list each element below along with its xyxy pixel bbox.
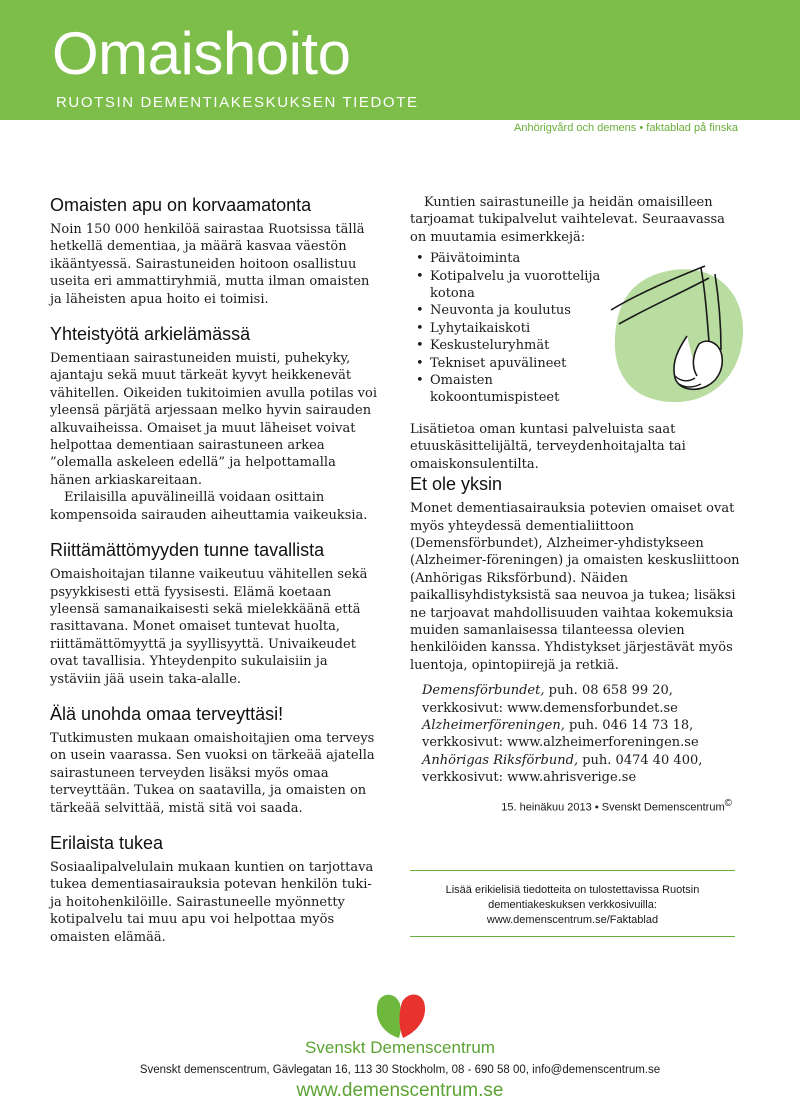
list-item: • Tekniset apuvälineet [410, 355, 605, 372]
section-text: Noin 150 000 henkilöä sairastaa Ruotsissa tällä hetkellä dementiaa, ja määrä kasvaa väestön ikääntyessä. Sairastuneiden hoitoon osallistuu useita eri ammattiryhmiä, mutta ilman omaisten ja läheisten apua hoito ei toimisi. [50, 222, 370, 307]
contact-web[interactable]: verkkosivut: www.ahrisverige.se [422, 770, 637, 786]
services-intro: Kuntien sairastuneille ja heidän omaisilleen tarjoamat tukipalvelut vaihtelevat. Seuraavassa on muutamia esimerkkejä: [410, 195, 725, 245]
contact-line [422, 717, 742, 734]
contact-phone: puh. 0474 40 400, [578, 752, 703, 768]
list-item: • Lyhytaikaiskoti [410, 320, 605, 337]
infobox-link[interactable]: www.demenscentrum.se/Faktablad [486, 914, 659, 926]
copyright-mark: © [724, 797, 732, 809]
dateline-text: 15. heinäkuu 2013 • Svenskt Demenscentrum [501, 801, 725, 814]
page-title: Omaishoito [52, 20, 351, 87]
contact-line [422, 682, 742, 699]
page-subtitle: RUOTSIN DEMENTIAKESKUKSEN TIEDOTE [56, 94, 419, 111]
section-heading: Omaisten apu on korvaamatonta [50, 195, 312, 215]
section-text: Dementiaan sairastuneiden muisti, puhekyky, ajantaju sekä muut tärkeät kyvyt heikkenevät vähitellen. Oikeiden tukitoimien avulla potilas voi yleensä pärjätä arjessaan melko hyvin sairauden alkuvaiheissa. Omaiset ja muut läheiset voivat helpottaa dementiaan sairastuneen arkea ”olemalla askeleen edellä” ja helpottamalla hänen arkiaskareitaan. [50, 351, 378, 488]
tagline: Anhörigvård och demens • faktablad på finska [514, 122, 738, 134]
dateline [410, 795, 732, 817]
logo-leaf [377, 995, 402, 1038]
list-item: • Kotipalvelu ja vuorottelija kotona [410, 268, 605, 303]
contact-org: Alzheimerföreningen, [422, 717, 565, 733]
list-item: • Neuvonta ja koulutus [410, 302, 605, 319]
contact-web[interactable]: verkkosivut: www.alzheimerforeningen.se [422, 735, 699, 751]
contact-org: Anhörigas Riksförbund, [422, 752, 579, 768]
infobox-line: Lisää erikielisiä tiedotteita on tulostettavissa Ruotsin [445, 884, 700, 896]
infobox-line: dementiakeskuksen verkkosivuilla: [488, 899, 657, 911]
section-irreplaceable-help [50, 194, 380, 308]
section-text: Tutkimusten mukaan omaishoitajien oma terveys on usein vaarassa. Sen vuoksi on tärkeää ajatella sairastuneen terveyden lisäksi myös omaa terveyttään. Tukea on saatavilla, ja omaisten on tärkeää selvittää, mistä sitä voi saada. [50, 730, 375, 816]
section-text: Monet dementiasairauksia potevien omaiset ovat myös yhteydessä dementialiittoon (Demensförbundet), Alzheimer-yhdistykseen (Alzheimer-föreningen) ja omaisten keskusliittoon (Anhörigas Riksförbund). Näiden paikallisyhdistyksistä saa neuvoa ja tukea; lisäksi ne tarjoavat mahdollisuuden vaihtaa kokemuksia muiden samanlaisessa tilanteessa olevien henkilöiden kanssa. Yhdistykset järjestävät myös luentoja, opintopiirejä ja retkiä. [410, 501, 740, 673]
list-item: • Omaisten kokoontumispisteet [410, 372, 605, 407]
section-text: Erilaisilla apuvälineillä voidaan osittain kompensoida sairauden aiheuttamia vaikeuksia. [50, 490, 368, 523]
section-cooperation [50, 323, 380, 524]
contact-web[interactable]: verkkosivut: www.demensforbundet.se [422, 700, 678, 716]
section-text: Sosiaalipalvelulain mukaan kuntien on tarjottava tukea dementiasairauksia potevan henkilön tuki- ja hoitohenkilöille. Sairastuneelle myönnetty kotipalvelu tai muu apu voi helpottaa myös omaisten elämää. [50, 859, 374, 945]
list-item: • Päivätoiminta [410, 250, 605, 267]
contact-phone: puh. 046 14 73 18, [564, 717, 694, 733]
contact-line [422, 752, 742, 769]
contact-phone: puh. 08 658 99 20, [544, 683, 673, 699]
section-support [50, 832, 380, 946]
heart-leaf-logo [372, 990, 430, 1042]
section-own-health [50, 703, 380, 817]
section-heading: Yhteistyötä arkielämässä [50, 324, 251, 345]
section-heading: Älä unohda omaa terveyttäsi! [50, 703, 284, 724]
section-heading: Et ole yksin [410, 474, 503, 495]
more-leaflets-box [410, 870, 735, 937]
section-heading: Riittämättömyyden tunne tavallista [50, 540, 325, 561]
section-heading: Erilaista tukea [50, 832, 164, 853]
section-not-alone [410, 473, 742, 674]
contact-org: Demensförbundet, [422, 683, 545, 699]
section-inadequacy [50, 539, 380, 688]
contacts-list [422, 682, 742, 786]
header-banner [0, 0, 800, 120]
footer-address: Svenskt demenscentrum, Gävlegatan 16, 113 30 Stockholm, 08 - 690 58 00, info@demenscentrum.se [139, 1064, 661, 1076]
footer-website-link[interactable]: www.demenscentrum.se [296, 1080, 504, 1101]
logo-heart [399, 995, 425, 1039]
holding-hands-illustration [605, 258, 745, 408]
more-info-text: Lisätietoa oman kuntasi palveluista saat etuuskäsittelijältä, terveydenhoitajalta tai omaiskonsulentilta. [410, 421, 686, 472]
left-column [50, 194, 380, 961]
section-text: Omaishoitajan tilanne vaikeutuu vähitellen sekä psyykkisesti että fyysisesti. Elämä koetaan yleensä samanaikaisesti sekä mielekkäänä että rasittavana. Monet omaiset tuntevat huolta, riittämättömyyttä ja syyllisyyttä. Univaikeudet ovat tavallisia. Yhteydenpito sukulaisiin ja ystäviin jää usein taka-alalle. [50, 567, 368, 687]
list-item: • Keskusteluryhmät [410, 337, 605, 354]
brand-name: Svenskt Demenscentrum [305, 1038, 495, 1057]
